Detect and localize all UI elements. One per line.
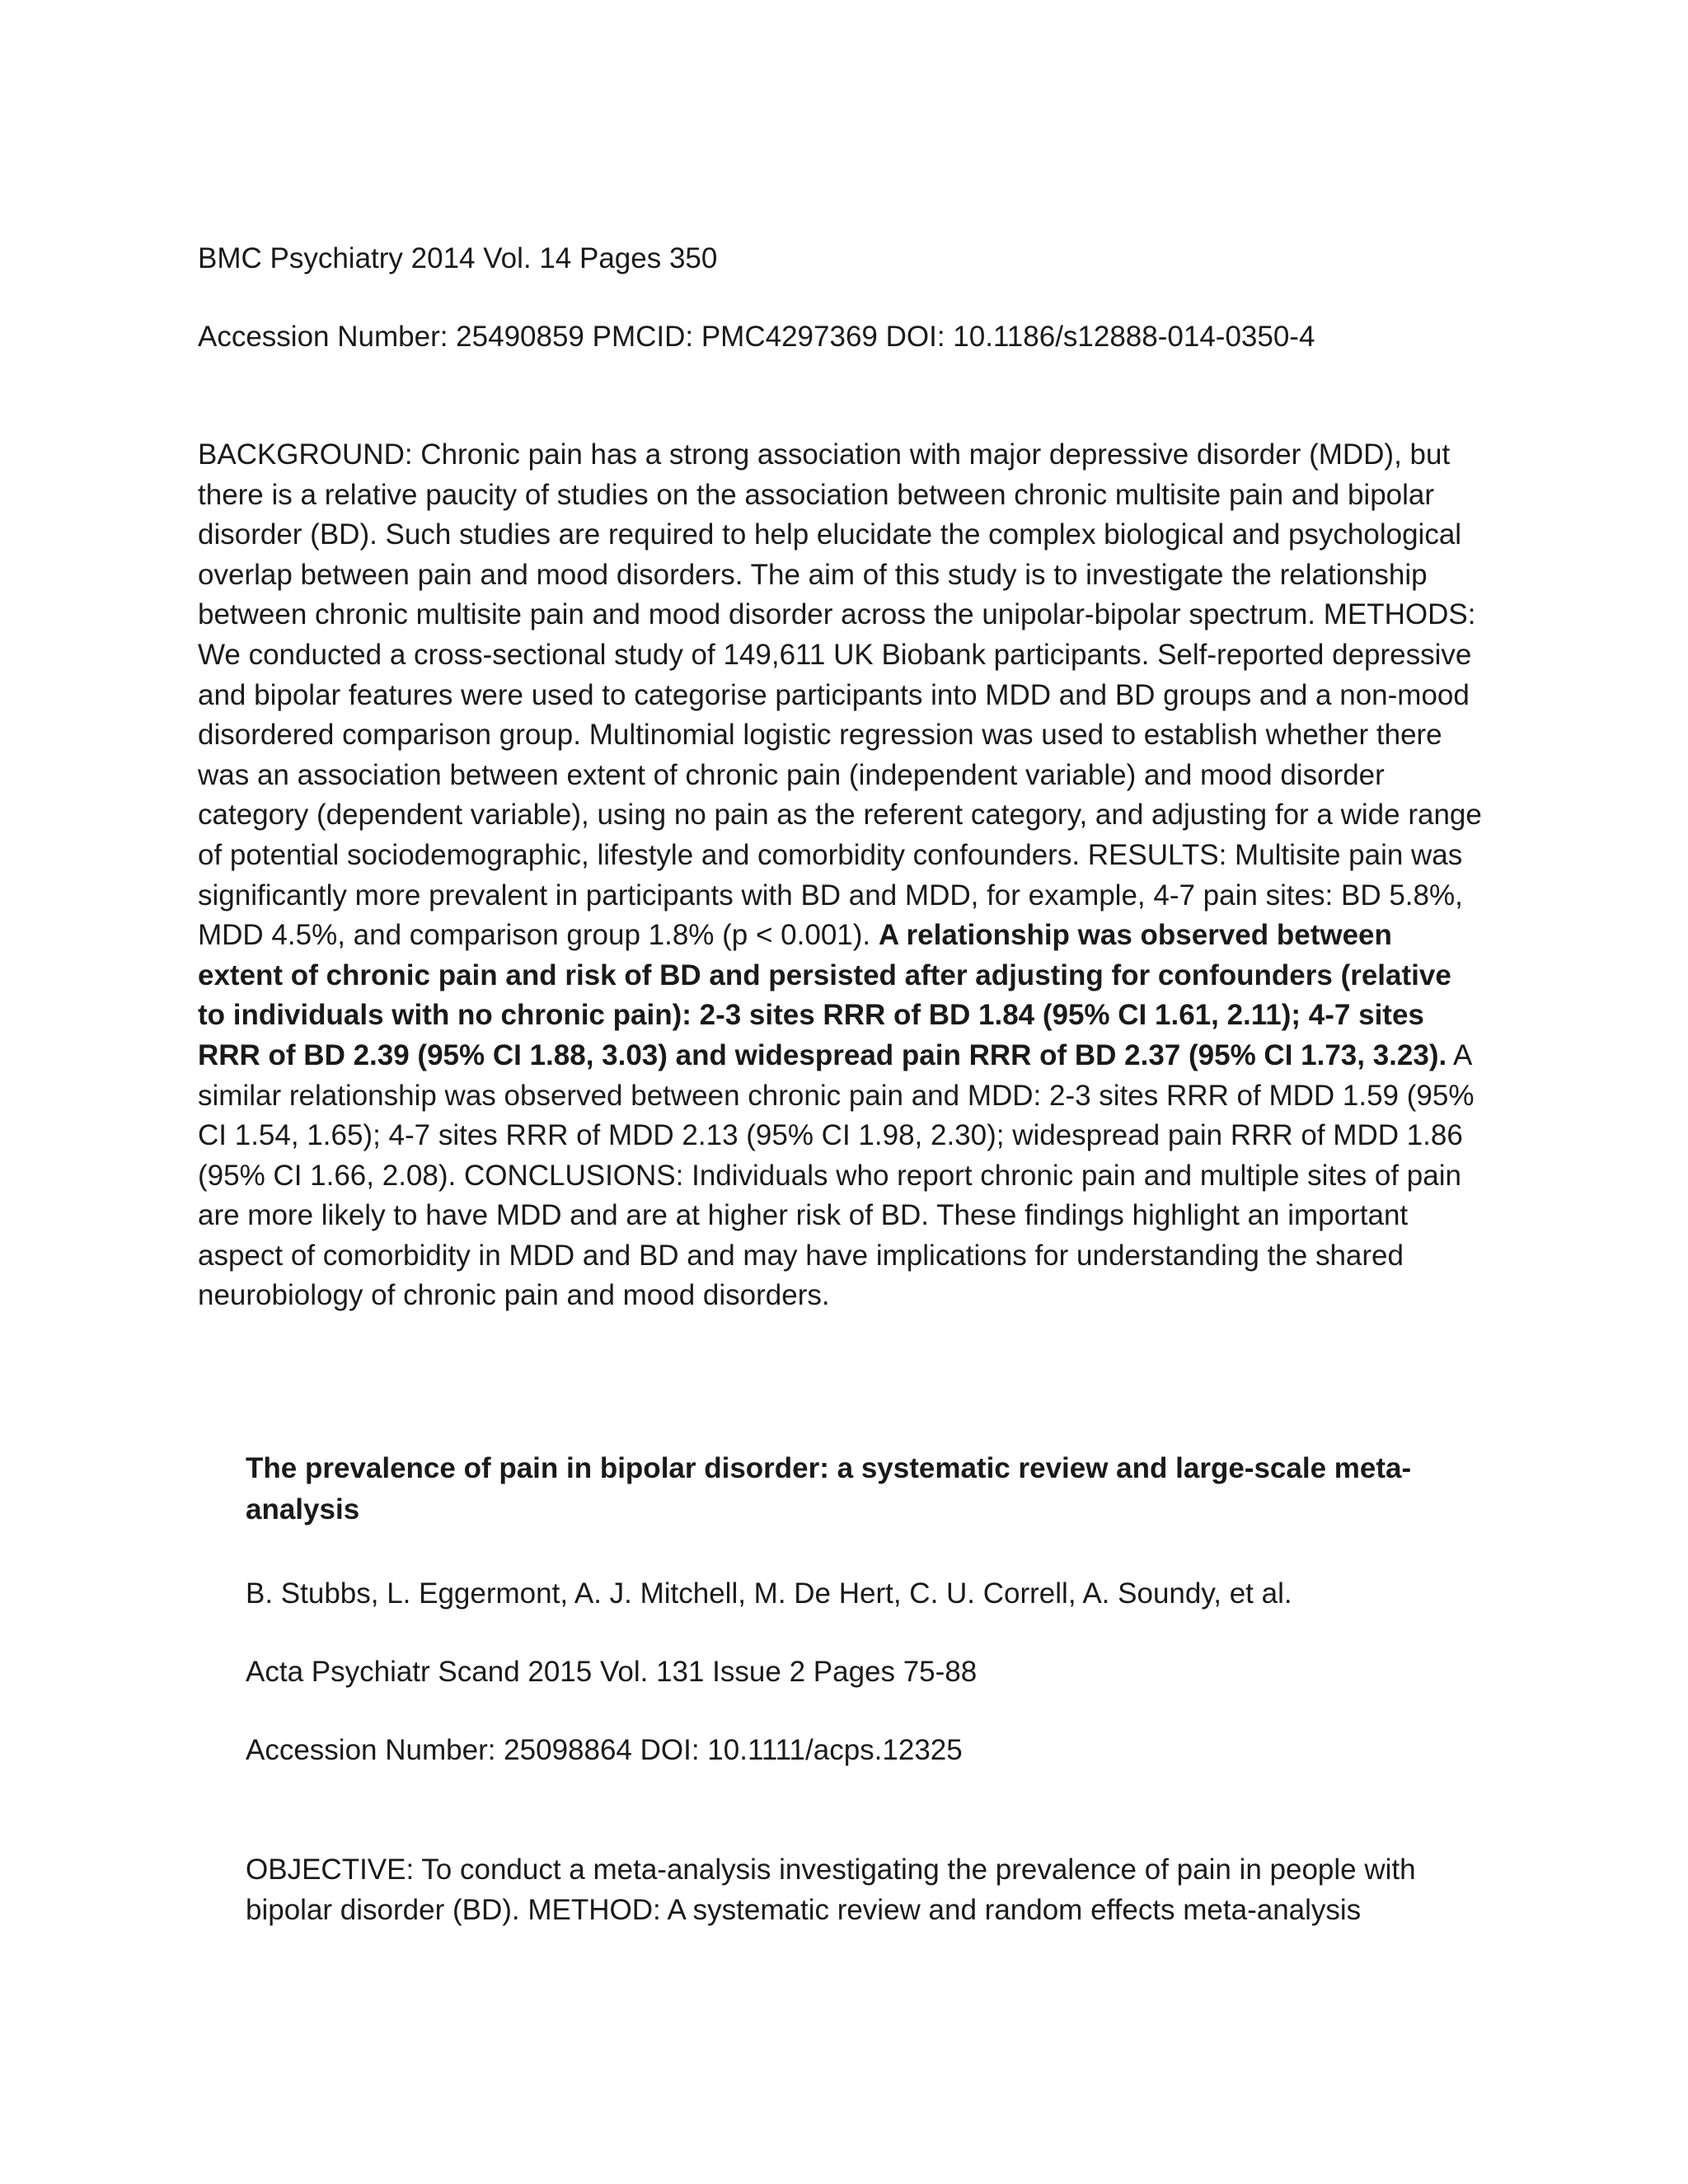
ref2-authors: B. Stubbs, L. Eggermont, A. J. Mitchell, M. De Hert, C. U. Correll, A. Soundy, et al. (246, 1577, 1292, 1610)
ref1-abstract-part1: BACKGROUND: Chronic pain has a strong association with major depressive disorder (MDD), but there is a relative paucity of studies on the association between chronic multisite pain and bipolar disorder (BD). Such studies are required to help elucidate the complex biological and psychological overlap between pain and mood disorders. The aim of this study is to investigate the relationship between chronic multisite pain and mood disorder across the unipolar-bipolar spectrum. METHODS: We conducted a cross-sectional study of 149,611 UK Biobank participants. Self-reported depressive and bipolar features were used to categorise participants into MDD and BD groups and a non-mood disordered comparison group. Multinomial logistic regression was used to establish whether there was an association between extent of chronic pain (independent variable) and mood disorder category (dependent variable), using no pain as the referent category, and adjusting for a wide range of potential sociodemographic, lifestyle and comorbidity confounders. RESULTS: Multisite pain was significantly more prevalent in participants with BD and MDD, for example, 4-7 pain sites: BD 5.8%, MDD 4.5%, and comparison group 1.8% (p < 0.001). (198, 438, 1482, 952)
ref1-journal-line: BMC Psychiatry 2014 Vol. 14 Pages 350 (198, 242, 718, 274)
ref2-abstract: OBJECTIVE: To conduct a meta-analysis investigating the prevalence of pain in people with bipolar disorder (BD). METHOD: A systematic review and random effects meta-analysis (246, 1854, 1416, 1926)
ref2-title: The prevalence of pain in bipolar disorder: a systematic review and large-scale meta-analysis (246, 1452, 1412, 1526)
ref2-journal-line: Acta Psychiatr Scand 2015 Vol. 131 Issue 2 Pages 75-88 (246, 1656, 978, 1688)
ref2-accession-line: Accession Number: 25098864 DOI: 10.1111/acps.12325 (246, 1734, 963, 1766)
ref1-abstract (198, 435, 1484, 1316)
ref1-accession-line: Accession Number: 25490859 PMCID: PMC4297369 DOI: 10.1186/s12888-014-0350-4 (198, 321, 1315, 353)
ref1-abstract-part2: A similar relationship was observed between chronic pain and MDD: 2-3 sites RRR of MDD 1.59 (95% CI 1.54, 1.65); 4-7 sites RRR of MDD 2.13 (95% CI 1.98, 2.30); widespread pain RRR of MDD 1.86 (95% CI 1.66, 2.08). CONCLUSIONS: Individuals who report chronic pain and multiple sites of pain are more likely to have MDD and are at higher risk of BD. These findings highlight an important aspect of comorbidity in MDD and BD and may have implications for understanding the shared neurobiology of chronic pain and mood disorders. (198, 1038, 1475, 1312)
ref1-abstract-highlight: A relationship was observed between extent of chronic pain and risk of BD and persisted after adjusting for confounders (relative to individuals with no chronic pain): 2-3 sites RRR of BD 1.84 (95% CI 1.61, 2.11); 4-7 sites RRR of BD 2.39 (95% CI 1.88, 3.03) and widespread pain RRR of BD 2.37 (95% CI 1.73, 3.23). (198, 919, 1451, 1071)
